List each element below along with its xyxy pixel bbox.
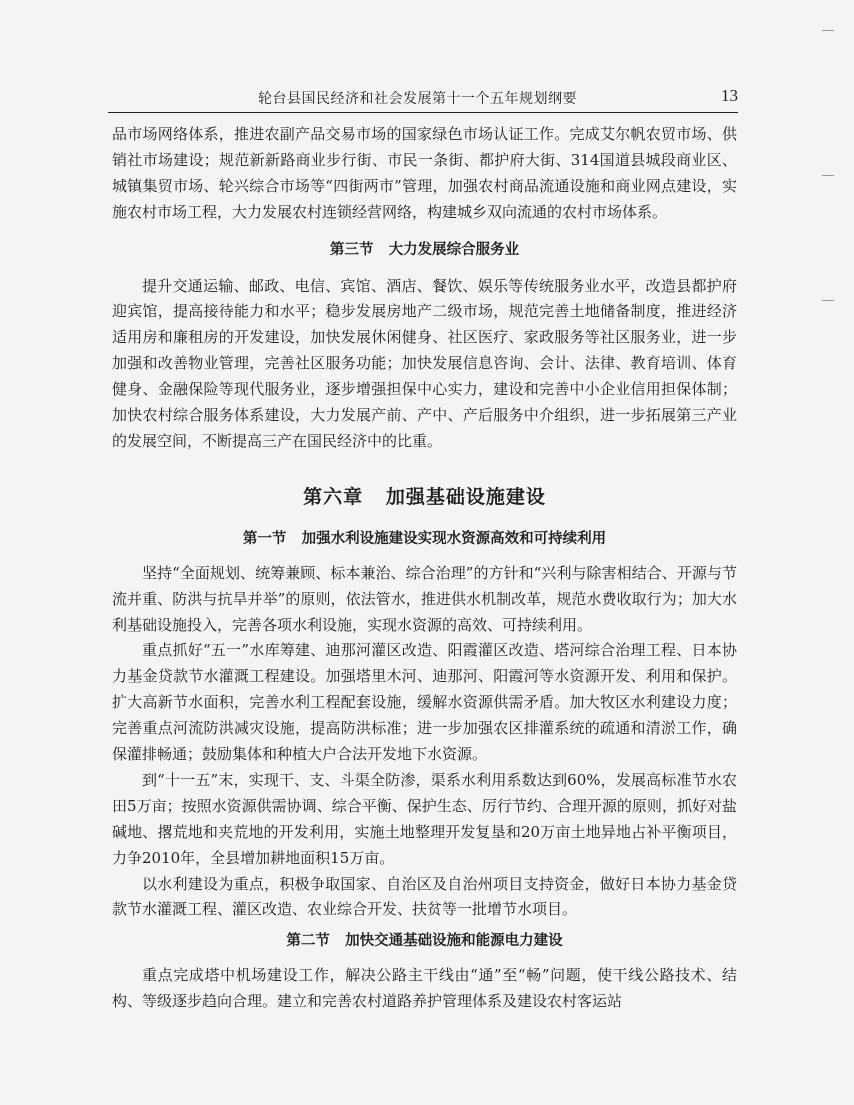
section-heading-1: 第一节 加强水利设施建设实现水资源高效和可持续利用 <box>242 530 607 547</box>
scan-edge-mark <box>822 30 834 31</box>
section-heading-3: 第三节 大力发展综合服务业 <box>329 241 520 258</box>
scan-edge-mark <box>822 175 834 176</box>
scan-edge-mark <box>822 300 834 301</box>
body-text <box>112 122 737 1015</box>
page-number: 13 <box>721 86 738 105</box>
paragraph-water-targets: 到“十一五”末，实现干、支、斗渠全防渗，渠系水利用系数达到60%，发展高标准节水农田5万亩；按照水资源供需协调、综合平衡、保护生态、厉行节约、合理开源的原则，抓好对盐碱地、撂荒地和夹荒地的开发利用，实施土地整理开发复垦和20万亩土地异地占补平衡项目，力争2010年，全县增加耕地面积15万亩。 <box>112 770 737 867</box>
chapter-heading-6: 第六章 加强基础设施建设 <box>303 485 546 508</box>
header-rule <box>108 112 738 113</box>
paragraph-water-policy: 坚持“全面规划、统筹兼顾、标本兼治、综合治理”的方针和“兴利与除害相结合、开源与节流并重、防洪与抗旱并举”的原则，依法管水，推进供水机制改革，规范水费收取行为；加大水利基础设施投入，完善各项水利设施，实现水资源的高效、可持续利用。 <box>112 563 737 634</box>
header-title: 轮台县国民经济和社会发展第十一个五年规划纲要 <box>258 91 577 107</box>
section-heading-2: 第二节 加快交通基础设施和能源电力建设 <box>286 933 563 950</box>
paragraph-services: 提升交通运输、邮政、电信、宾馆、酒店、餐饮、娱乐等传统服务业水平，改造县都护府迎宾馆，提高接待能力和水平；稳步发展房地产二级市场，规范完善土地储备制度，推进经济适用房和廉租房的开发建设，加快发展休闲健身、社区医疗、家政服务等社区服务业，进一步加强和改善物业管理，完善社区服务功能；加快发展信息咨询、会计、法律、教育培训、体育健身、金融保险等现代服务业，逐步增强担保中心实力，建设和完善中小企业信用担保体制；加快农村综合服务体系建设，大力发展产前、产中、产后服务中介组织，进一步拓展第三产业的发展空间，不断提高三产在国民经济中的比重。 <box>112 276 737 450</box>
paragraph-transport: 重点完成塔中机场建设工作，解决公路主干线由“通”至“畅”问题，使干线公路技术、结构、等级逐步趋向合理。建立和完善农村道路养护管理体系及建设农村客运站 <box>112 966 737 1011</box>
paragraph-market: 品市场网络体系，推进农副产品交易市场的国家绿色市场认证工作。完成艾尔帆农贸市场、供销社市场建设；规范新新路商业步行街、市民一条街、都护府大街、314国道县城段商业区、城镇集贸市场、轮兴综合市场等“四街两市”管理，加强农村商品流通设施和商业网点建设，实施农村市场工程，大力发展农村连锁经营网络，构建城乡双向流通的农村市场体系。 <box>112 125 737 221</box>
running-header <box>108 82 738 112</box>
paragraph-water-projects: 重点抓好“五一”水库筹建、迪那河灌区改造、阳霞灌区改造、塔河综合治理工程、日本协力基金贷款节水灌溉工程建设。加强塔里木河、迪那河、阳霞河等水资源开发、利用和保护。扩大高新节水面积，完善水利工程配套设施，缓解水资源供需矛盾。加大牧区水利建设力度；完善重点河流防洪减灾设施，提高防洪标准；进一步加强农区排灌系统的疏通和清淤工作，确保灌排畅通；鼓励集体和种植大户合法开发地下水资源。 <box>112 641 737 764</box>
paragraph-water-funding: 以水利建设为重点，积极争取国家、自治区及自治州项目支持资金，做好日本协力基金贷款节水灌溉工程、灌区改造、农业综合开发、扶贫等一批增节水项目。 <box>112 874 737 919</box>
